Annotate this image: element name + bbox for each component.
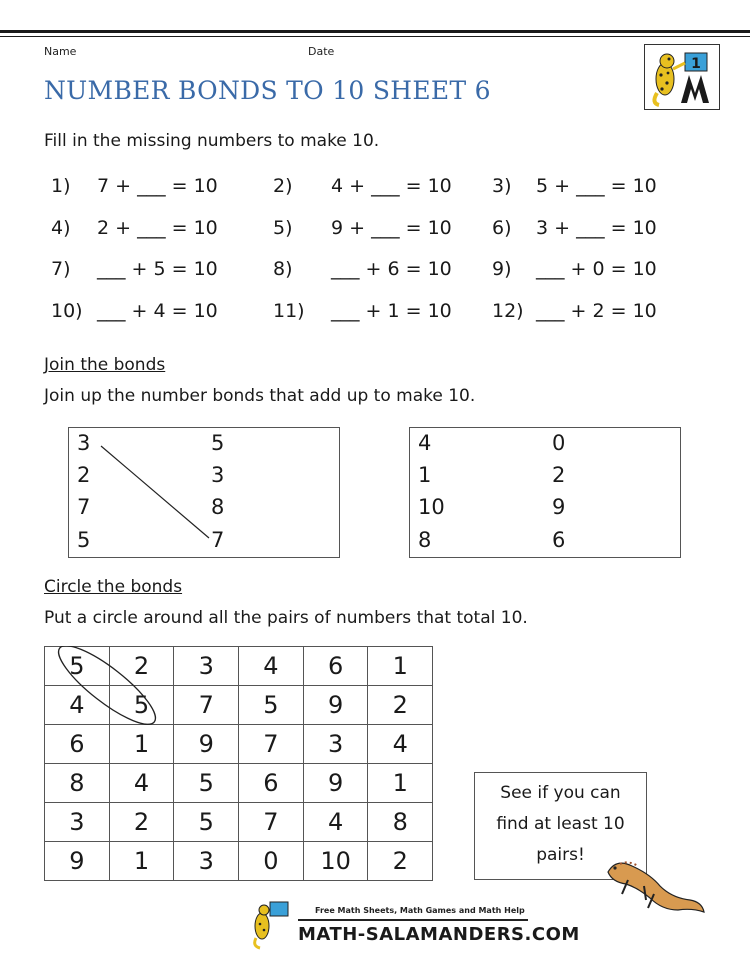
problem-number: 4) (51, 217, 71, 239)
join-box-2 (409, 427, 681, 558)
grid-cell[interactable]: 0 (239, 842, 304, 881)
circle-instructions: Put a circle around all the pairs of numbers that total 10. (44, 608, 528, 628)
grid-cell[interactable]: 3 (45, 803, 110, 842)
grid-cell[interactable]: 1 (368, 764, 433, 803)
grid-cell[interactable]: 2 (368, 842, 433, 881)
grid-cell[interactable]: 1 (109, 842, 174, 881)
grid-cell[interactable]: 9 (303, 764, 368, 803)
problem-number: 7) (51, 258, 71, 280)
problem-number: 5) (273, 217, 293, 239)
grid-cell[interactable]: 5 (239, 686, 304, 725)
problem-number: 10) (51, 300, 83, 322)
salamander-logo-icon (645, 45, 721, 111)
date-label: Date (308, 45, 335, 58)
top-rule (0, 30, 750, 33)
problem-2 (273, 175, 452, 197)
grid-cell[interactable]: 4 (303, 803, 368, 842)
problem-expression: 4 + ___ = 10 (331, 175, 452, 197)
problem-number: 12) (492, 300, 524, 322)
grid-row (45, 647, 433, 686)
problem-4 (51, 217, 218, 239)
join-heading: Join the bonds (44, 355, 166, 375)
problem-1 (51, 175, 218, 197)
number-grid (44, 646, 433, 881)
grid-cell[interactable]: 9 (45, 842, 110, 881)
join-right-number: 6 (552, 528, 566, 552)
grid-cell[interactable]: 3 (174, 842, 239, 881)
name-label: Name (44, 45, 77, 58)
grid-cell[interactable]: 4 (239, 647, 304, 686)
footer-site-link[interactable]: MATH-SALAMANDERS.COM (298, 924, 580, 945)
instructions: Fill in the missing numbers to make 10. (44, 131, 380, 151)
grid-cell[interactable]: 1 (109, 725, 174, 764)
problem-number: 8) (273, 258, 293, 280)
problem-expression: 2 + ___ = 10 (97, 217, 218, 239)
join-right-number: 3 (211, 463, 225, 487)
grid-row (45, 842, 433, 881)
grid-cell[interactable]: 4 (109, 764, 174, 803)
problem-10 (51, 300, 218, 322)
problem-number: 1) (51, 175, 71, 197)
salamander-icon (598, 850, 708, 922)
grid-cell[interactable]: 1 (368, 647, 433, 686)
logo-badge: 1 (691, 56, 701, 72)
problem-expression: ___ + 2 = 10 (536, 300, 657, 322)
problem-expression: ___ + 6 = 10 (331, 258, 452, 280)
join-right-number: 2 (552, 463, 566, 487)
circle-heading: Circle the bonds (44, 577, 183, 597)
join-right-number: 0 (552, 431, 566, 455)
logo (644, 44, 720, 110)
problem-12 (492, 300, 657, 322)
grid-cell[interactable]: 4 (368, 725, 433, 764)
grid-cell[interactable]: 6 (45, 725, 110, 764)
grid-cell[interactable]: 7 (239, 725, 304, 764)
grid-cell[interactable]: 2 (368, 686, 433, 725)
grid-cell[interactable]: 8 (368, 803, 433, 842)
problem-11 (273, 300, 452, 322)
join-right-number: 5 (211, 431, 225, 455)
grid-cell[interactable]: 6 (239, 764, 304, 803)
problem-9 (492, 258, 657, 280)
grid-cell[interactable]: 9 (303, 686, 368, 725)
grid-cell[interactable]: 3 (174, 647, 239, 686)
footer-rule (298, 919, 528, 921)
problem-expression: ___ + 1 = 10 (331, 300, 452, 322)
problem-number: 3) (492, 175, 512, 197)
grid-cell[interactable]: 9 (174, 725, 239, 764)
grid-row (45, 686, 433, 725)
grid-cell[interactable]: 5 (45, 647, 110, 686)
problem-expression: 3 + ___ = 10 (536, 217, 657, 239)
join-right-number: 8 (211, 495, 225, 519)
callout-line: See if you can (500, 783, 621, 803)
grid-row (45, 725, 433, 764)
problem-number: 9) (492, 258, 512, 280)
grid-cell[interactable]: 2 (109, 803, 174, 842)
problem-7 (51, 258, 218, 280)
grid-cell[interactable]: 4 (45, 686, 110, 725)
join-left-number: 10 (418, 495, 445, 519)
grid-row (45, 803, 433, 842)
grid-cell[interactable]: 6 (303, 647, 368, 686)
callout-line: pairs! (536, 845, 585, 865)
grid-cell[interactable]: 5 (109, 686, 174, 725)
join-right-number: 9 (552, 495, 566, 519)
footer-logo-icon (248, 898, 298, 950)
example-join-line (69, 428, 341, 559)
problem-expression: 9 + ___ = 10 (331, 217, 452, 239)
problem-expression: ___ + 0 = 10 (536, 258, 657, 280)
grid-cell[interactable]: 2 (109, 647, 174, 686)
grid-cell[interactable]: 7 (174, 686, 239, 725)
grid-row (45, 764, 433, 803)
footer-tagline: Free Math Sheets, Math Games and Math Help (315, 906, 525, 915)
problem-3 (492, 175, 657, 197)
problem-number: 11) (273, 300, 305, 322)
problem-5 (273, 217, 452, 239)
grid-cell[interactable]: 8 (45, 764, 110, 803)
join-box-1 (68, 427, 340, 558)
problem-expression: ___ + 4 = 10 (97, 300, 218, 322)
callout-line: find at least 10 (496, 814, 625, 834)
problem-8 (273, 258, 452, 280)
grid-cell[interactable]: 3 (303, 725, 368, 764)
problem-number: 6) (492, 217, 512, 239)
join-left-number: 5 (77, 528, 91, 552)
join-left-number: 4 (418, 431, 432, 455)
problem-expression: 7 + ___ = 10 (97, 175, 218, 197)
problem-6 (492, 217, 657, 239)
problem-expression: ___ + 5 = 10 (97, 258, 218, 280)
join-left-number: 3 (77, 431, 91, 455)
grid-cell[interactable]: 7 (239, 803, 304, 842)
join-left-number: 8 (418, 528, 432, 552)
grid-cell[interactable]: 5 (174, 764, 239, 803)
grid-cell[interactable]: 10 (303, 842, 368, 881)
problem-number: 2) (273, 175, 293, 197)
join-left-number: 7 (77, 495, 91, 519)
grid-cell[interactable]: 5 (174, 803, 239, 842)
page-title: NUMBER BONDS TO 10 SHEET 6 (44, 76, 491, 105)
top-rule-thin (0, 36, 750, 37)
join-left-number: 2 (77, 463, 91, 487)
join-right-number: 7 (211, 528, 225, 552)
problem-expression: 5 + ___ = 10 (536, 175, 657, 197)
join-instructions: Join up the number bonds that add up to make 10. (44, 386, 476, 406)
join-left-number: 1 (418, 463, 432, 487)
